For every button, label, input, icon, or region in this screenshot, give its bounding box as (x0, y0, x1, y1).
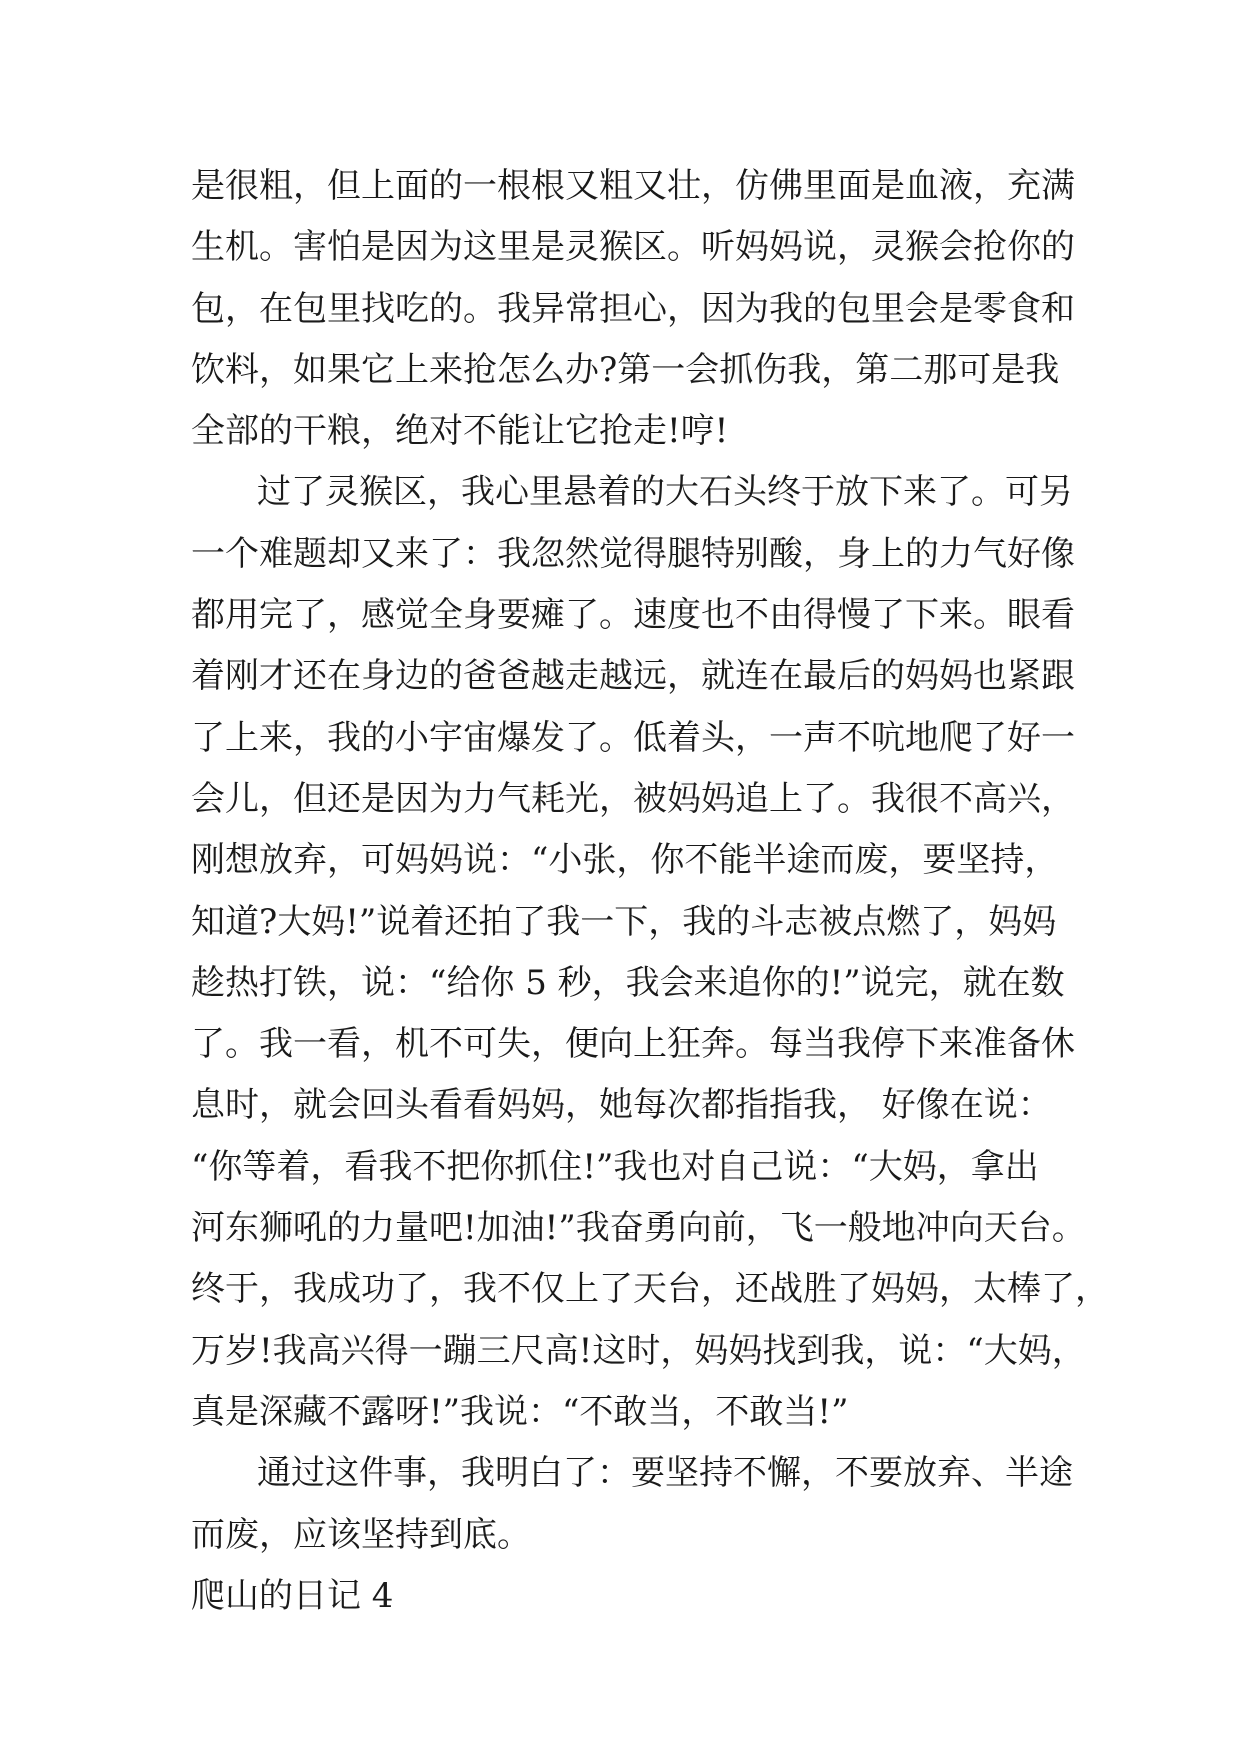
text-line: 了上来，我的小宇宙爆发了。低着头，一声不吭地爬了好一 (191, 717, 1075, 758)
text-line: 包，在包里找吃的。我异常担心，因为我的包里会是零食和 (191, 288, 1075, 329)
text-line: 河东狮吼的力量吧!加油!”我奋勇向前，飞一般地冲向天台。 (191, 1208, 1086, 1249)
text-line: 知道?大妈!”说着还拍了我一下，我的斗志被点燃了，妈妈 (191, 901, 1057, 942)
text-line: 而废，应该坚持到底。 (191, 1514, 531, 1555)
text-line: 饮料，如果它上来抢怎么办?第一会抓伤我，第二那可是我 (191, 349, 1060, 390)
text-line: 都用完了，感觉全身要瘫了。速度也不由得慢了下来。眼看 (191, 595, 1075, 636)
text-line: 一个难题却又来了：我忽然觉得腿特别酸，身上的力气好像 (191, 533, 1075, 574)
paragraph-first-line: 过了灵猴区，我心里悬着的大石头终于放下来了。可另 (257, 472, 1073, 513)
text-line: “你等着，看我不把你抓住!”我也对自己说：“大妈，拿出 (191, 1146, 1039, 1187)
text-line: 着刚才还在身边的爸爸越走越远，就连在最后的妈妈也紧跟 (191, 656, 1075, 697)
text-line: 全部的干粮，绝对不能让它抢走!哼! (191, 411, 729, 452)
text-line: 刚想放弃，可妈妈说：“小张，你不能半途而废，要坚持， (191, 840, 1059, 881)
text-line: 会儿，但还是因为力气耗光，被妈妈追上了。我很不高兴， (191, 778, 1075, 819)
text-line: 万岁!我高兴得一蹦三尺高!这时，妈妈找到我，说：“大妈， (191, 1330, 1086, 1371)
section-heading: 爬山的日记 4 (191, 1575, 394, 1616)
document-body (191, 156, 1109, 1627)
text-line: 息时，就会回头看看妈妈，她每次都指指我， 好像在说： (191, 1085, 1052, 1126)
text-line: 真是深藏不露呀!”我说：“不敢当，不敢当!” (191, 1391, 849, 1432)
text-line: 终于，我成功了，我不仅上了天台，还战胜了妈妈，太棒了， (191, 1269, 1109, 1310)
text-line: 生机。害怕是因为这里是灵猴区。听妈妈说，灵猴会抢你的 (191, 227, 1075, 268)
text-line: 趁热打铁，说：“给你 5 秒，我会来追你的!”说完，就在数 (191, 962, 1065, 1003)
text-line: 是很粗，但上面的一根根又粗又壮，仿佛里面是血液，充满 (191, 166, 1075, 206)
paragraph-first-line: 通过这件事，我明白了：要坚持不懈，不要放弃、半途 (257, 1453, 1073, 1494)
text-line: 了。我一看，机不可失，便向上狂奔。每当我停下来准备休 (191, 1024, 1075, 1065)
